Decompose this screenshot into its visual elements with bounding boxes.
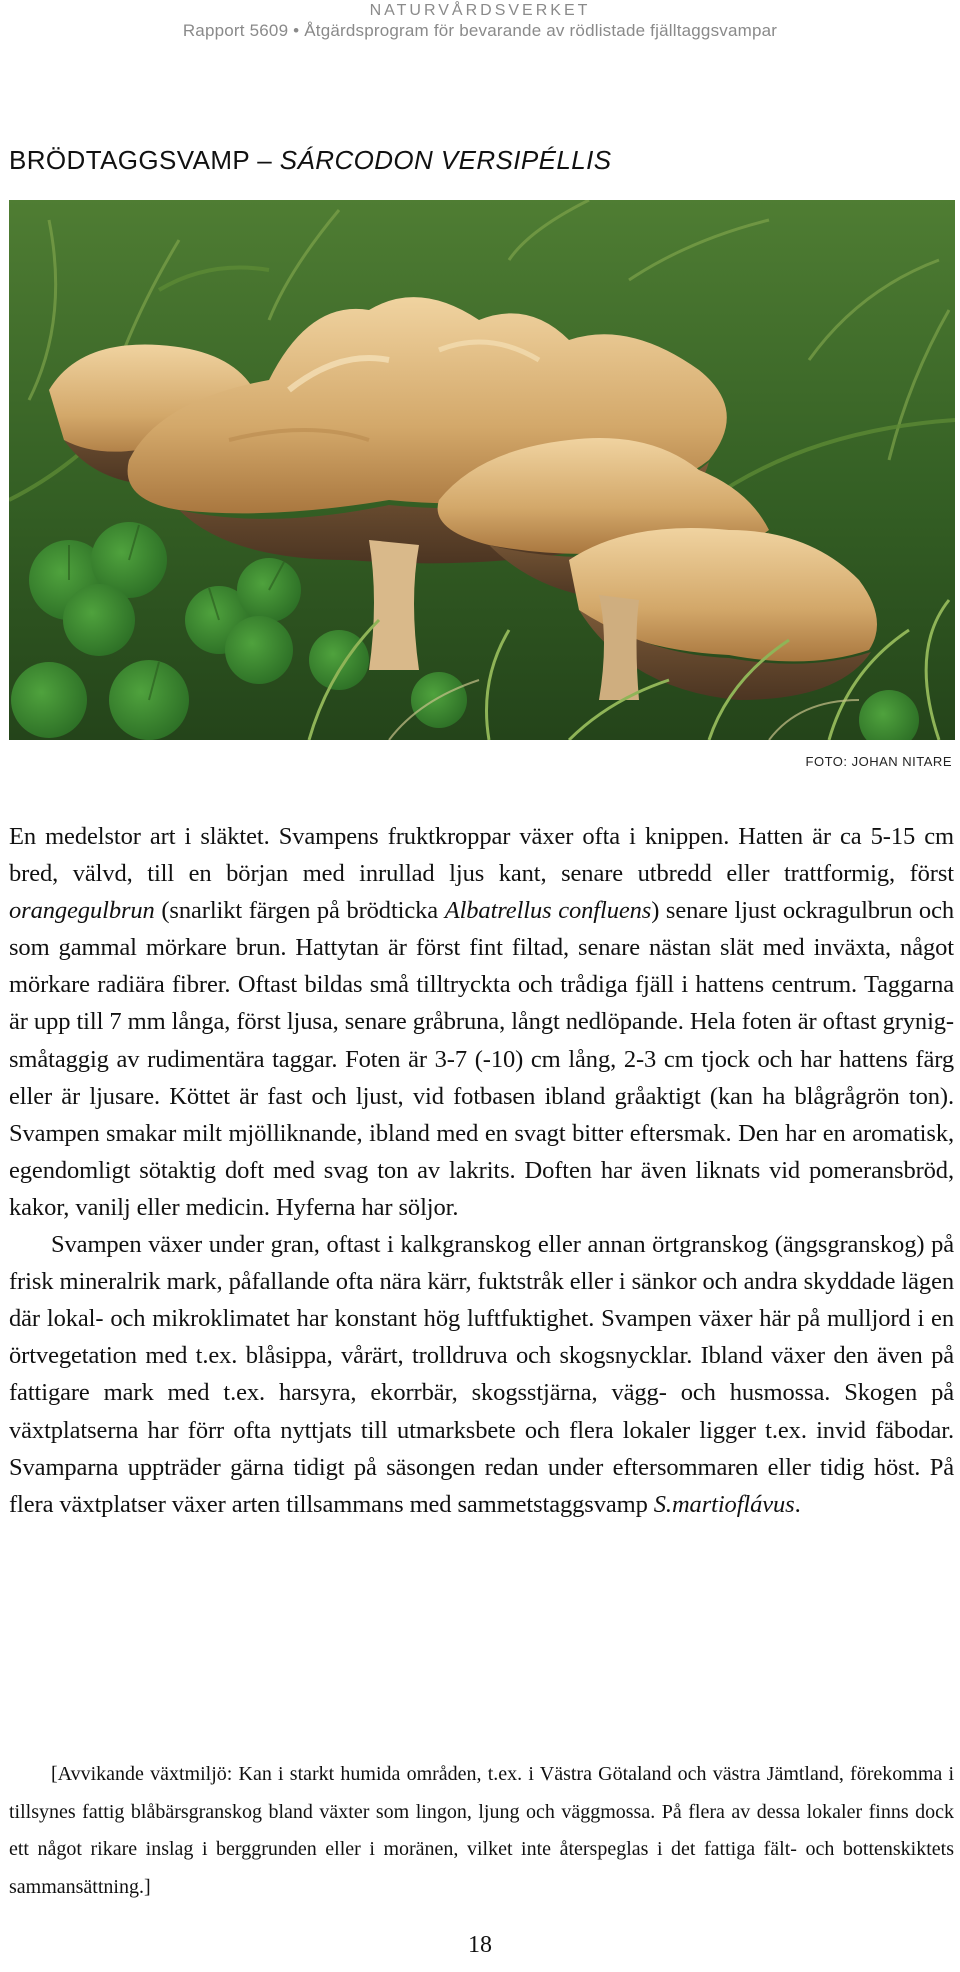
text-run: Svampen växer under gran, oftast i kalkgranskog eller annan örtgranskog (ängsgranskog) på frisk mineralrik mark, påfallande ofta nära kärr, fuktstråk eller i sänkor och andra skyddade lägen där lokal- och mikroklimatet har konstant hög luftfuktighet. Svampen växer här på mulljord i en örtvegetation med t.ex. blåsippa, vårärt, trolldruva och skogsnycklar. Ibland växer den även på fattigare mark med t.ex. harsyra, ekorrbär, skogsstjärna, vägg- och husmossa. Skogen på växtplatserna har förr ofta nyttjats till utmarksbete och flera lokaler ligger t.ex. invid fäbodar. Svamparna uppträder gärna tidigt på säsongen redan under eftersommaren eller tidig höst. På flera växtplatser växer arten tillsammans med sammetstaggsvamp [9,1231,954,1518]
page-header [0,0,960,41]
report-title: Rapport 5609 • Åtgärdsprogram för bevarande av rödlistade fjälltaggsvampar [182,21,778,40]
species-description [9,818,954,1523]
page-number: 18 [468,1932,492,1958]
species-title [9,145,611,176]
mushroom-photo [9,200,955,740]
species-common-name: BRÖDTAGGSVAMP – [9,145,280,175]
description-paragraph [9,818,954,1226]
species-reference: Albatrellus confluens [444,897,652,925]
agency-name: NATURVÅRDSVERKET [369,2,591,19]
mushroom-photo-illustration [9,200,955,740]
habitat-paragraph [9,1226,954,1523]
text-run: En medelstor art i släktet. Svampens fruktkroppar växer ofta i knippen. Hatten är ca 5-15 cm bred, välvd, till en början med inrullad ljus kant, senare utbredd eller trattformig, först [9,823,954,888]
cap-color-term: orangegulbrun [9,897,155,925]
text-run: . [794,1490,801,1518]
text-run: (snarlikt färgen på brödticka [154,897,445,925]
species-scientific-name: SÁRCODON VERSIPÉLLIS [279,145,612,175]
habitat-note-text: [Avvikande växtmiljö: Kan i starkt humida områden, t.ex. i Västra Götaland och västra Jämtland, förekomma i tillsynes fattig blåbärsgranskog bland växter som lingon, ljung och väggmossa. På flera av dessa lokaler finns dock ett något rikare inslag i berggrunden eller i moränen, vilket inte återspeglas i det fattiga fält- och bottenskiktets sammansättning.] [9,1763,954,1898]
text-run: ) senare ljust ockragulbrun och som gammal mörkare brun. Hattytan är först fint filtad, senare nästan slät med inväxta, något mörkare radiära fibrer. Oftast bildas små tilltryckta och trådiga fjäll i hattens centrum. Taggarna är upp till 7 mm långa, först ljusa, senare gråbruna, långt nedlöpande. Hela foten är oftast grynig-småtaggig av rudimentära taggar. Foten är 3-7 (-10) cm lång, 2-3 cm tjock och har hattens färg eller är ljusare. Köttet är fast och ljust, vid fotbasen ibland gråaktigt (kan ha blågrågrön ton). Svampen smakar milt mjölliknande, ibland med en svagt bitter eftersmak. Den har en aromatisk, egendomligt sötaktig doft med svag ton av lakrits. Doften har även liknats vid pomeransbröd, kakor, vanilj eller medicin. Hyferna har söljor. [9,897,954,1221]
species-reference: S.martioflávus [653,1490,795,1518]
habitat-note [9,1756,954,1906]
photo-credit: FOTO: JOHAN NITARE [805,754,952,769]
